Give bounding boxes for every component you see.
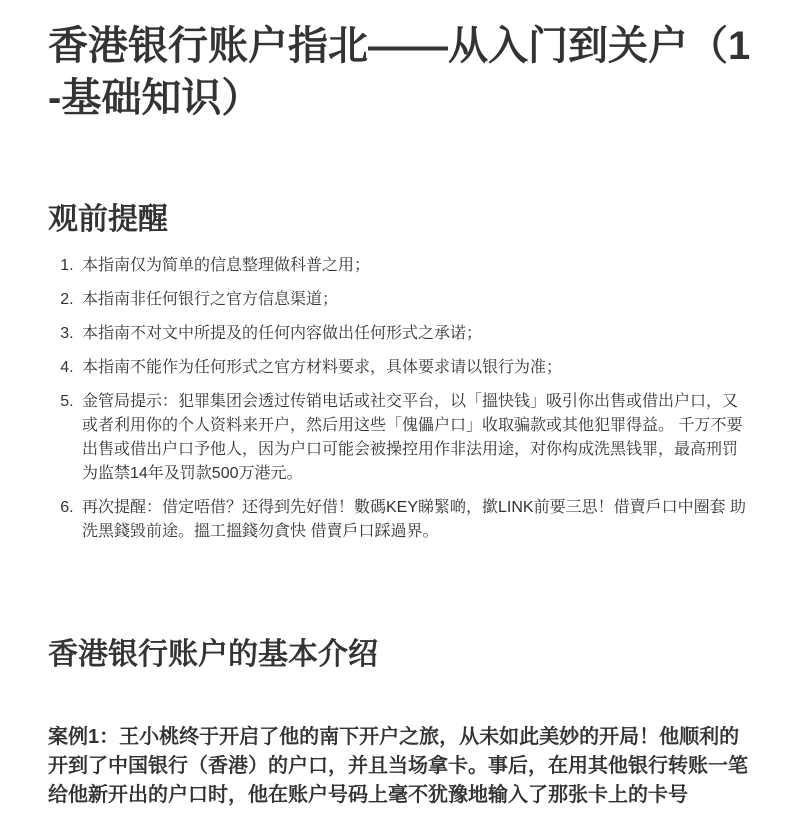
list-item: 1. 本指南仅为简单的信息整理做科普之用；: [78, 254, 752, 278]
notice-list: [48, 254, 752, 544]
list-item: 2. 本指南非任何银行之官方信息渠道；: [78, 288, 752, 312]
section-heading-notice: 观前提醒: [48, 203, 168, 236]
page-title: 香港银行账户指北——从入门到关户（1-基础知识）: [48, 24, 751, 120]
section-heading-intro: 香港银行账户的基本介绍: [48, 638, 378, 671]
list-item: 4. 本指南不能作为任何形式之官方材料要求，具体要求请以银行为准；: [78, 356, 752, 380]
list-item: 5. 金管局提示：犯罪集团会透过传销电话或社交平台，以「搵快钱」吸引你出售或借出户口，又或者利用你的个人资料来开户，然后用这些「傀儡户口」收取骗款或其他犯罪得益。 千万不要出售或借出户口予他人，因为户口可能会被操控用作非法用途，对你构成洗黑钱罪，最高刑罚为监禁14年及罚款500万港元。: [78, 390, 752, 486]
case-paragraph: 案例1：王小桃终于开启了他的南下开户之旅，从未如此美妙的开局！他顺利的开到了中国银行（香港）的户口，并且当场拿卡。事后，在用其他银行转账一笔给他新开出的户口时，他在账户号码上毫不犹豫地输入了那张卡上的卡号: [48, 726, 748, 806]
list-item: 6. 再次提醒：借定唔借？还得到先好借！數碼KEY睇緊啲，撳LINK前要三思！借賣戶口中圈套 助洗黑錢毀前途。搵工搵錢勿貪快 借賣戶口踩過界。: [78, 496, 752, 544]
article: [0, 20, 800, 810]
list-item: 3. 本指南不对文中所提及的任何内容做出任何形式之承诺；: [78, 322, 752, 346]
